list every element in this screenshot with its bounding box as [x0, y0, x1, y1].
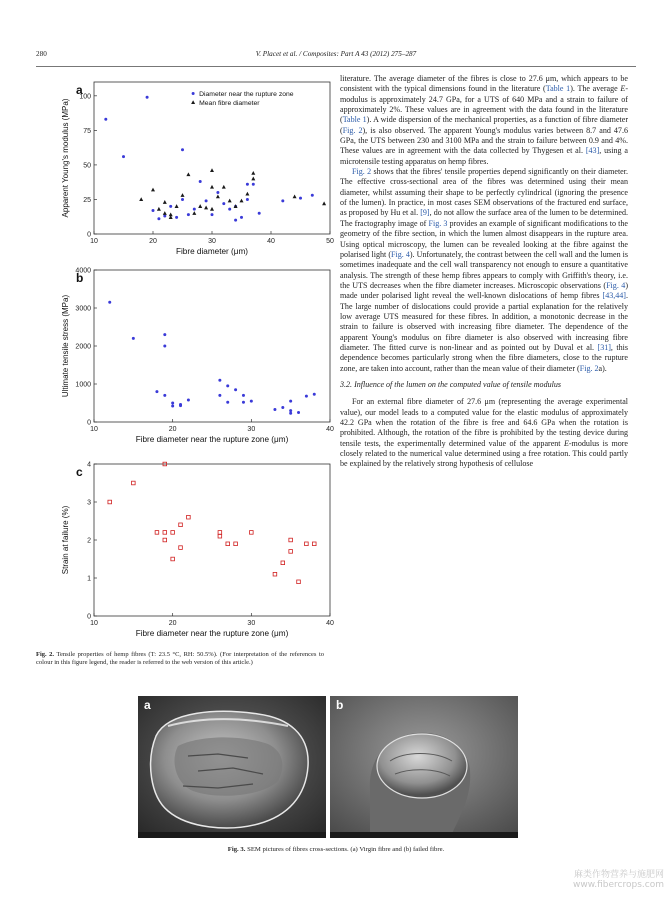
data-point [226, 401, 229, 404]
data-point [132, 337, 135, 340]
y-tick-label: 25 [83, 196, 91, 204]
chart-panel-a [36, 74, 336, 264]
data-point [187, 213, 190, 216]
sem-info-bar [138, 832, 326, 838]
x-tick-label: 30 [208, 238, 216, 245]
sem-image-b [330, 696, 518, 838]
y-tick-label: 3000 [75, 305, 91, 313]
sem-panel-a-label: a [144, 698, 151, 712]
data-point [250, 531, 254, 535]
watermark-line-2: www.fibercrops.com [573, 880, 664, 890]
data-point [179, 404, 182, 407]
data-point [312, 542, 316, 546]
paragraph-2: Fig. 2 shows that the fibres' tensile properties depend significantly on their diameter. The effective cross-sectional area of the fibres was determined using their mean diameter, whilst assuming their shape to be perfectly cylindrical (ignoring the presence of the lumen). In practice, in most cases SEM observations of the fractured end surface, as proposed by Hu et al. [9], do not allow the surface area of the lumen to be determined. The fractography image of Fig. 3 provides an example of significant modifications to the geometry of the fibre section, in which the lumen almost disappears in the rupture area. Using optical microscopy, the lumen can be revealed looking at the fibre against the polarised light (Fig. 4). Unfortunately, the contrast between the cell wall and the lumen is sometimes inadequate and the cell wall transparency not enough to ensure a quantitative analysis. The strength of these hemp fibres appears to comply with Griffith's theory, i.e. the UTS decreases when the fibre diameter increases. Microscopic observations (Fig. 4) made under polarised light reveal the well-known dislocations of hemp fibres [43,44]. The large number of dislocations could provide a partial explanation for the relatively low average UTS measured for these fibres. In addition, a monotonic decrease in the strain to failure is observed with increasing fibre diameter. The dependence of the apparent Young's modulus on fibre diameter is also observed with increasing fibre diameter. The fitted curve is non-linear and as pointed out by Duval et al. [31], this dependence becomes particularly strong when the fibre diameters, close to the rupture zone, are taken into account, rather than the mean value of their diameter (Fig. 2a). [340, 167, 629, 373]
data-point [240, 199, 244, 203]
data-point [204, 206, 208, 210]
data-point [226, 542, 230, 546]
data-point [179, 546, 183, 550]
data-point [216, 194, 220, 198]
data-point [157, 217, 160, 220]
y-tick-label: 3 [87, 499, 91, 507]
data-point [108, 500, 112, 504]
x-tick-label: 40 [326, 620, 334, 627]
data-point [273, 408, 276, 411]
data-point [281, 561, 285, 565]
data-point [216, 191, 219, 194]
x-axis-label: Fibre diameter (μm) [175, 247, 249, 256]
ref-link[interactable]: Fig. 2 [342, 125, 363, 135]
data-point [193, 208, 196, 211]
data-point [242, 394, 245, 397]
ref-link[interactable]: [9] [420, 208, 430, 218]
data-point [179, 523, 183, 527]
data-point [175, 204, 179, 208]
data-point [210, 207, 214, 211]
sem-info-bar [330, 832, 518, 838]
x-tick-label: 20 [149, 238, 157, 245]
panel-label: b [76, 271, 84, 285]
sem-image-a-graphic [138, 696, 326, 838]
data-point [169, 205, 172, 208]
x-tick-label: 20 [168, 620, 177, 627]
y-tick-label: 2000 [75, 343, 91, 351]
chart-c-svg [36, 452, 336, 647]
ref-link[interactable]: Table 1 [342, 115, 367, 125]
sem-image-b-graphic [330, 696, 518, 838]
figure-2-caption-text: Tensile properties of hemp fibres (T: 23.5 °C, RH: 50.5%). (For interpretation of the references to colour in this figure legend, the reader is referred to the web version of this article.) [36, 651, 324, 667]
data-point [132, 481, 136, 485]
paragraph-1: literature. The average diameter of the fibres is close to 27.6 μm, which appears to be consistent with the typical dimensions found in the literature (Table 1). The average E-modulus is approximately 24.7 GPa, for a UTS of 640 MPa and a strain to failure of approximately 2%. These values are in agreement with the data found in the literature (Table 1). A wide dispersion of the mechanical properties, as a function of fibre diameter (Fig. 2), is also observed. The apparent Young's modulus varies between 8.7 and 47.6 GPa, the UTS between 230 and 3100 MPa and the strain to failure between 0.9 and 4%. These values are in agreement with the data collected by Thygesen et al. [43], using a microtensile testing apparatus on hemp fibres. [340, 74, 628, 166]
chart-panel-c [36, 452, 336, 647]
data-point [157, 207, 161, 211]
data-point [251, 177, 255, 181]
data-point [305, 395, 308, 398]
data-point [251, 171, 255, 175]
data-point [245, 192, 249, 196]
data-point [163, 211, 167, 215]
data-point [234, 388, 237, 391]
sem-image-a [138, 696, 326, 838]
x-tick-label: 30 [247, 620, 256, 627]
data-point [155, 390, 158, 393]
data-point [171, 557, 175, 561]
data-point [218, 379, 221, 382]
figure-3-caption-text: SEM pictures of fibres cross-sections. (a) Virgin fibre and (b) failed fibre. [245, 846, 445, 853]
sem-panel-b-label: b [336, 698, 344, 712]
data-point [163, 215, 166, 218]
legend-marker [192, 92, 195, 95]
data-point [273, 572, 277, 576]
data-point [163, 200, 167, 204]
ref-link[interactable]: Table 1 [545, 84, 571, 94]
x-tick-label: 10 [90, 620, 98, 627]
y-tick-label: 0 [87, 231, 91, 239]
data-point [163, 345, 166, 348]
legend-entry: Mean fibre diameter [199, 100, 260, 107]
data-point [139, 197, 143, 201]
data-point [258, 212, 261, 215]
page-number: 280 [36, 50, 47, 58]
panel-label: a [76, 83, 83, 97]
watermark-line-1: 麻类作物营养与施肥网 [573, 870, 664, 880]
data-point [297, 411, 300, 414]
data-point [152, 209, 155, 212]
data-point [211, 213, 214, 216]
data-point [234, 542, 238, 546]
data-point [199, 180, 202, 183]
ref-link[interactable]: Fig. 3 [428, 218, 448, 228]
data-point [289, 538, 293, 542]
ref-link[interactable]: [43,44] [602, 291, 626, 301]
page-header [36, 50, 636, 62]
x-tick-label: 20 [168, 426, 177, 433]
data-point [293, 194, 297, 198]
data-point [192, 211, 196, 215]
data-point [163, 394, 166, 397]
panel-label: c [76, 465, 83, 479]
chart-a-svg [36, 74, 336, 264]
y-tick-label: 4 [87, 461, 91, 469]
data-point [163, 538, 167, 542]
data-point [175, 216, 178, 219]
y-tick-label: 1000 [75, 381, 91, 389]
chart-b-svg [36, 262, 336, 452]
x-axis-label: Fibre diameter near the rupture zone (μm) [135, 629, 289, 638]
data-point [281, 199, 284, 202]
data-point [181, 148, 184, 151]
data-point [222, 185, 226, 189]
y-axis-label: Strain at failure (%) [61, 505, 70, 575]
figure-2-caption [36, 651, 324, 668]
data-point [289, 409, 292, 412]
x-axis-label: Fibre diameter near the rupture zone (μm) [135, 435, 289, 444]
ref-link[interactable]: Fig. 4 [391, 249, 410, 259]
x-tick-label: 40 [267, 238, 275, 245]
data-point [297, 580, 301, 584]
ref-link[interactable]: [43] [585, 146, 600, 156]
y-axis-label: Ultimate tensile stress (MPa) [61, 294, 70, 398]
data-point [104, 118, 107, 121]
data-point [289, 400, 292, 403]
plot-frame [94, 270, 330, 422]
right-column [340, 74, 628, 470]
ref-link[interactable]: Fig. 4 [606, 280, 626, 290]
figure-3-caption [0, 846, 672, 853]
y-tick-label: 2 [87, 537, 91, 545]
ref-link[interactable]: Fig. 2 [352, 167, 372, 177]
data-point [250, 400, 253, 403]
data-point [205, 199, 208, 202]
y-tick-label: 50 [83, 162, 91, 170]
x-tick-label: 10 [90, 238, 98, 245]
data-point [299, 197, 302, 200]
data-point [289, 412, 292, 415]
data-point [311, 194, 314, 197]
paragraph-3: For an external fibre diameter of 27.6 μm (representing the average experimental value), our model leads to a computed value for the elastic modulus of approximately 42.2 GPa when the rotation of the fibre is free and 64.6 GPa when the rotation is prohibited. Although, the rotation of the fibre is prohibited by the testing device during tensile tests, the experimentally determined value of the apparent E-modulus is more closely related to the numerical value determined using a free rotation. This could partly be explained by the relatively strong hypothesis of cellulose [340, 397, 628, 469]
data-point [218, 394, 221, 397]
data-point [171, 405, 174, 408]
data-point [305, 542, 309, 546]
data-point [155, 531, 159, 535]
data-point [228, 208, 231, 211]
data-point [210, 185, 214, 189]
chart-panel-b [36, 262, 336, 452]
y-tick-label: 0 [87, 613, 91, 621]
data-point [222, 202, 225, 205]
data-point [242, 401, 245, 404]
y-tick-label: 75 [83, 127, 91, 135]
data-point [210, 168, 214, 172]
data-point [234, 219, 237, 222]
ref-link[interactable]: [31] [597, 342, 611, 352]
data-point [187, 398, 190, 401]
legend-entry: Diameter near the rupture zone [199, 91, 294, 98]
figure-3-caption-label: Fig. 3. [227, 846, 246, 853]
x-tick-label: 10 [90, 426, 98, 433]
data-point [218, 531, 222, 535]
data-point [171, 402, 174, 405]
data-point [181, 198, 184, 201]
data-point [198, 204, 202, 208]
legend-marker [191, 100, 195, 104]
y-tick-label: 1 [87, 575, 91, 583]
data-point [226, 384, 229, 387]
data-point [228, 199, 232, 203]
data-point [281, 406, 284, 409]
data-point [122, 155, 125, 158]
data-point [163, 531, 167, 535]
data-point [146, 96, 149, 99]
data-point [252, 183, 255, 186]
plot-frame [94, 464, 330, 616]
data-point [240, 216, 243, 219]
data-point [187, 515, 191, 519]
figure-2-caption-label: Fig. 2. [36, 651, 55, 658]
data-point [186, 172, 190, 176]
data-point [171, 531, 175, 535]
data-point [313, 393, 316, 396]
y-axis-label: Apparent Young's modulus (MPa) [61, 98, 70, 218]
data-point [108, 301, 111, 304]
running-head: V. Placet et al. / Composites: Part A 43 (2012) 275–287 [255, 50, 417, 58]
y-tick-label: 100 [79, 93, 91, 101]
data-point [289, 550, 293, 554]
header-rule [36, 66, 636, 67]
y-tick-label: 4000 [75, 267, 91, 275]
data-point [181, 193, 185, 197]
x-tick-label: 30 [247, 426, 256, 433]
data-point [246, 198, 249, 201]
ref-link[interactable]: Fig. 2 [579, 363, 599, 373]
data-point [151, 188, 155, 192]
x-tick-label: 40 [326, 426, 334, 433]
section-heading: 3.2. Influence of the lumen on the computed value of tensile modulus [340, 379, 562, 389]
x-tick-label: 50 [326, 238, 334, 245]
data-point [246, 183, 249, 186]
data-point [163, 333, 166, 336]
y-tick-label: 0 [87, 419, 91, 427]
data-point [322, 201, 326, 205]
data-point [218, 534, 222, 538]
